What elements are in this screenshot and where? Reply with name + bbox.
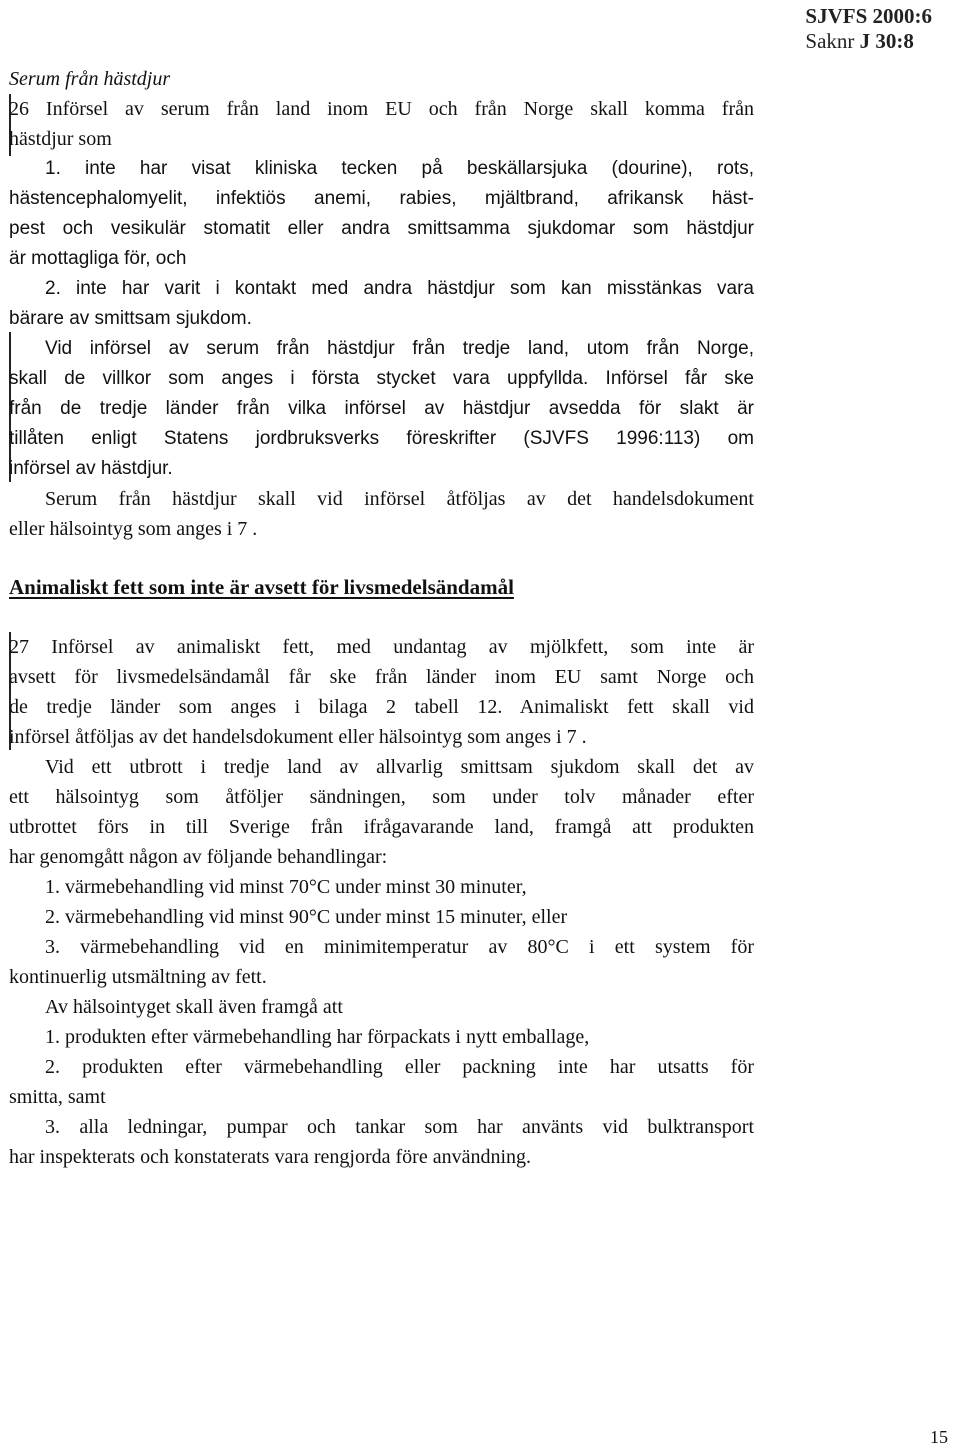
third-country-line: skall de villkor som anges i första stycket vara uppfyllda. Införsel får ske — [9, 368, 754, 389]
paragraph-27-line: införsel åtföljas av det handelsdokument eller hälsointyg som anges i 7 . — [9, 726, 587, 748]
saknr-label: Saknr — [805, 29, 855, 53]
condition-2-line: smitta, samt — [9, 1086, 106, 1108]
page-number: 15 — [930, 1427, 948, 1447]
document-requirement-line: Serum från hästdjur skall vid införsel åtföljas av det handelsdokument — [45, 488, 754, 510]
item-2-line: bärare av smittsam sjukdom. — [9, 308, 252, 329]
treatment-1: 1. värmebehandling vid minst 70°C under minst 30 minuter, — [45, 876, 527, 898]
document-reference — [805, 4, 932, 54]
paragraph-27-line: 27 Införsel av animaliskt fett, med undantag av mjölkfett, som inte är — [9, 636, 754, 658]
item-1-line: pest och vesikulär stomatit eller andra smittsamma sjukdomar som hästdjur — [9, 218, 754, 239]
outbreak-line: utbrottet förs in till Sverige från ifrågavarande land, framgå att produkten — [9, 816, 754, 838]
paragraph-26-line: hästdjur som — [9, 128, 112, 150]
paragraph-27-line: avsett för livsmedelsändamål får ske från länder inom EU samt Norge och — [9, 666, 754, 688]
condition-1: 1. produkten efter värmebehandling har förpackats i nytt emballage, — [45, 1026, 590, 1048]
third-country-line: från de tredje länder från vilka införsel av hästdjur avsedda för slakt är — [9, 398, 754, 419]
section-heading-animal-fat: Animaliskt fett som inte är avsett för livsmedelsändamål — [9, 575, 514, 599]
condition-3-line: har inspekterats och konstaterats vara rengjorda före användning. — [9, 1146, 532, 1168]
section-heading-serum: Serum från hästdjur — [9, 68, 171, 90]
third-country-line: Vid införsel av serum från hästdjur från tredje land, utom från Norge, — [45, 338, 754, 359]
outbreak-line: ett hälsointyg som åtföljer sändningen, som under tolv månader efter — [9, 786, 754, 808]
doc-ref: SJVFS 2000:6 — [805, 4, 932, 28]
health-certificate-intro: Av hälsointyget skall även framgå att — [45, 996, 343, 1018]
outbreak-line: har genomgått någon av följande behandlingar: — [9, 846, 388, 868]
document-requirement-line: eller hälsointyg som anges i 7 . — [9, 518, 258, 540]
item-1-line: hästencephalomyelit, infektiös anemi, rabies, mjältbrand, afrikansk häst- — [9, 188, 754, 209]
item-2-line: 2. inte har varit i kontakt med andra hästdjur som kan misstänkas vara — [45, 278, 754, 299]
treatment-3-line: kontinuerlig utsmältning av fett. — [9, 966, 267, 988]
outbreak-line: Vid ett utbrott i tredje land av allvarlig smittsam sjukdom skall det av — [45, 756, 754, 778]
third-country-line: införsel av hästdjur. — [9, 458, 173, 479]
item-1-line: är mottagliga för, och — [9, 248, 187, 269]
treatment-3-line: 3. värmebehandling vid en minimitemperatur av 80°C i ett system för — [45, 936, 754, 958]
third-country-line: tillåten enligt Statens jordbruksverks föreskrifter (SJVFS 1996:113) om — [9, 428, 754, 449]
item-1-line: 1. inte har visat kliniska tecken på beskällarsjuka (dourine), rots, — [45, 158, 754, 179]
paragraph-27-line: de tredje länder som anges i bilaga 2 tabell 12. Animaliskt fett skall vid — [9, 696, 754, 718]
treatment-2: 2. värmebehandling vid minst 90°C under minst 15 minuter, eller — [45, 906, 568, 928]
saknr — [805, 29, 932, 54]
saknr-value: J 30:8 — [859, 29, 914, 53]
condition-3-line: 3. alla ledningar, pumpar och tankar som har använts vid bulktransport — [45, 1116, 754, 1138]
paragraph-26-line: 26 Införsel av serum från land inom EU och från Norge skall komma från — [9, 98, 754, 120]
condition-2-line: 2. produkten efter värmebehandling eller packning inte har utsatts för — [45, 1056, 754, 1078]
